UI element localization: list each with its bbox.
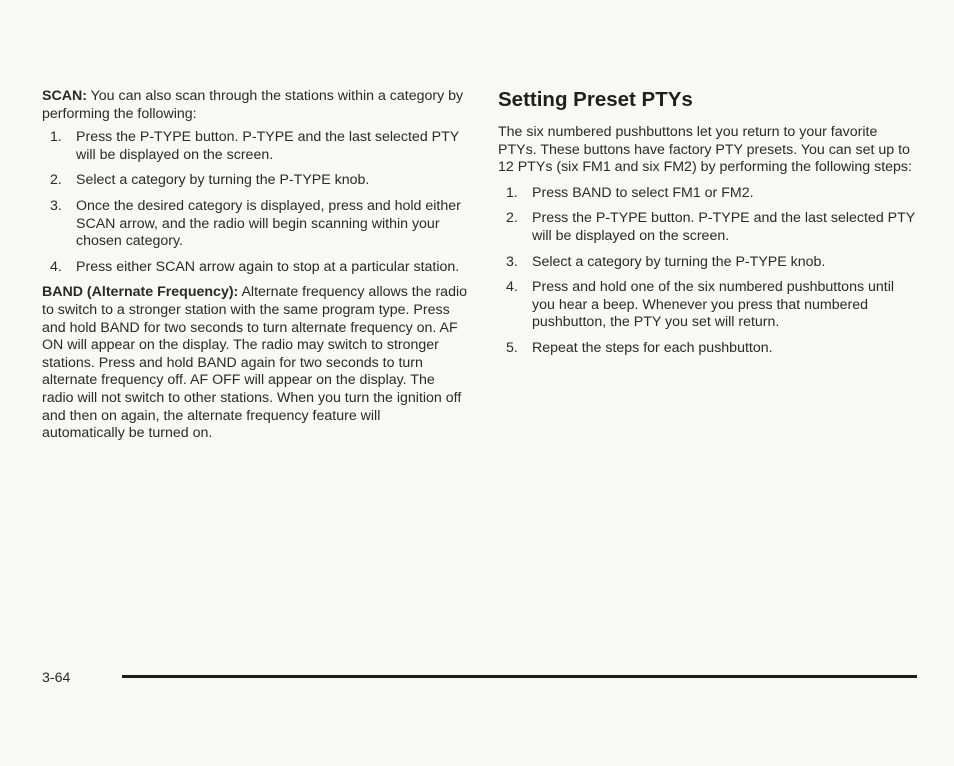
step-text: Press BAND to select FM1 or FM2. bbox=[532, 184, 754, 201]
step-number: 4. bbox=[506, 279, 518, 296]
step-text: Press the P-TYPE button. P-TYPE and the last selected PTY will be displayed on the screen. bbox=[76, 129, 459, 163]
list-item bbox=[42, 259, 467, 277]
list-item bbox=[498, 185, 918, 203]
step-number: 5. bbox=[506, 339, 518, 356]
step-text: Repeat the steps for each pushbutton. bbox=[532, 339, 773, 356]
footer-divider bbox=[122, 675, 917, 678]
scan-steps-list bbox=[42, 129, 467, 276]
step-text: Press and hold one of the six numbered pushbuttons until you hear a beep. Whenever you press that numbered pushbutton, the PTY you set will return. bbox=[532, 279, 895, 331]
band-label: BAND (Alternate Frequency): bbox=[42, 284, 239, 301]
step-text: Press either SCAN arrow again to stop at a particular station. bbox=[76, 258, 460, 275]
list-item bbox=[498, 279, 918, 332]
scan-paragraph bbox=[42, 88, 467, 123]
step-number: 2. bbox=[50, 172, 62, 189]
preset-intro: The six numbered pushbuttons let you return to your favorite PTYs. These buttons have factory PTY presets. You can set up to 12 PTYs (six FM1 and six FM2) by performing the following steps: bbox=[498, 124, 912, 176]
list-item bbox=[42, 198, 467, 251]
step-number: 3. bbox=[506, 253, 518, 270]
step-number: 1. bbox=[506, 184, 518, 201]
list-item bbox=[498, 254, 918, 272]
list-item bbox=[498, 340, 918, 358]
section-heading: Setting Preset PTYs bbox=[498, 88, 693, 111]
list-item bbox=[42, 172, 467, 190]
left-column bbox=[42, 88, 467, 449]
page-number: 3-64 bbox=[42, 670, 71, 686]
step-number: 4. bbox=[50, 258, 62, 275]
step-text: Once the desired category is displayed, press and hold either SCAN arrow, and the radio will begin scanning within your chosen category. bbox=[76, 197, 461, 250]
step-number: 2. bbox=[506, 210, 518, 227]
band-text: Alternate frequency allows the radio to switch to a stronger station with the same program type. Press and hold BAND for two seconds to turn alternate frequency on. AF ON will appear on the display. The radio may switch to stronger stations. Press and hold BAND again for two seconds to turn alternate frequency off. AF OFF will appear on the display. The radio will not switch to other stations. When you turn the ignition off and then on again, the alternate frequency feature will automatically be turned on. bbox=[42, 284, 468, 442]
scan-label: SCAN: bbox=[42, 88, 87, 104]
preset-steps-list bbox=[498, 185, 918, 358]
step-text: Press the P-TYPE button. P-TYPE and the last selected PTY will be displayed on the screen. bbox=[532, 210, 915, 244]
scan-intro: You can also scan through the stations within a category by performing the following: bbox=[42, 88, 464, 122]
right-column bbox=[498, 88, 918, 366]
step-text: Select a category by turning the P-TYPE knob. bbox=[76, 172, 370, 189]
band-paragraph bbox=[42, 284, 467, 442]
list-item bbox=[42, 129, 467, 164]
list-item bbox=[498, 210, 918, 245]
step-number: 1. bbox=[50, 129, 62, 146]
step-text: Select a category by turning the P-TYPE knob. bbox=[532, 253, 826, 270]
step-number: 3. bbox=[50, 197, 62, 214]
